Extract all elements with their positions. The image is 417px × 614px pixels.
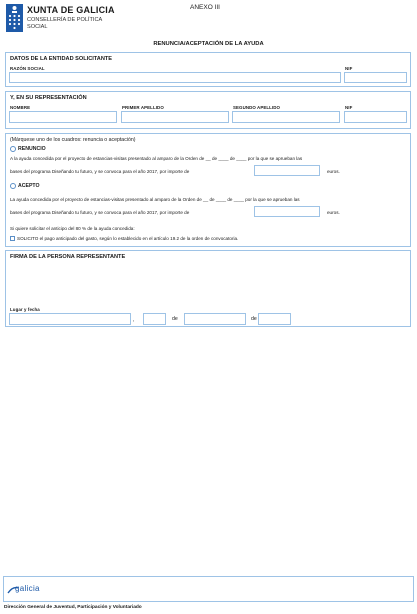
annex-label: ANEXO III [190, 4, 220, 11]
acepto-euros: euros. [327, 210, 340, 215]
representative-heading: Y, EN SU REPRESENTACIÓN [10, 95, 87, 101]
renuncio-text-line2: bases del programa Diseñando tu futuro, y se convoca para el año 2017, por importe de [10, 169, 190, 174]
renuncio-text-line1: A la ayuda concedida por el proyecto de estancias-visitas presentado al amparo de la Orden de __ de ____ de ____ por la que se aprueban las [10, 156, 303, 161]
renuncio-label: RENUNCIO [18, 146, 46, 152]
acepto-text-line1: La ayuda concedida por el proyecto de estancias-visitas presentado al amparo de la Orden de __ de ____ de ____ por la que se aprueban las [10, 197, 300, 202]
de-label-2: de [251, 316, 257, 322]
place-field[interactable] [9, 313, 131, 325]
place-date-label: Lugar y fecha [10, 307, 40, 312]
surname1-field[interactable] [121, 111, 229, 123]
page-title: RENUNCIA/ACEPTACIÓN DE LA AYUDA [153, 41, 264, 47]
galicia-logo [7, 582, 67, 598]
dept-line-2: SOCIAL [27, 24, 48, 30]
signature-section [5, 250, 411, 327]
directorate-label: Dirección General de Juventud, Participación y Voluntariado [4, 605, 142, 610]
advance-checkbox[interactable] [10, 236, 15, 241]
month-field[interactable] [184, 313, 246, 325]
year-field[interactable] [258, 313, 291, 325]
xunta-shield-icon [6, 4, 23, 32]
representative-nif-label: NIF [345, 105, 353, 110]
acepto-radio[interactable] [10, 183, 16, 189]
signature-heading: FIRMA DE LA PERSONA REPRESENTANTE [10, 254, 126, 260]
options-section [5, 133, 411, 247]
surname1-label: PRIMER APELLIDO [122, 105, 164, 110]
entity-heading: DATOS DE LA ENTIDAD SOLICITANTE [10, 56, 113, 62]
de-label-1: de [172, 316, 178, 322]
dept-line-1: CONSELLERÍA DE POLÍTICA [27, 17, 103, 23]
day-field[interactable] [143, 313, 166, 325]
acepto-label: ACEPTO [18, 183, 40, 189]
advance-intro: Si quiere solicitar el anticipo del 80 % de la ayuda concedida: [10, 226, 135, 231]
place-comma: , [133, 317, 135, 323]
advance-check-label: SOLICITO el pago anticipado del gasto, según lo establecido en el artículo 19.2 de la orden de convocatoria. [17, 236, 239, 241]
xunta-logo [6, 4, 23, 32]
entity-nif-field[interactable] [344, 72, 407, 83]
galicia-logo-text: galicia [15, 584, 40, 593]
renuncio-radio[interactable] [10, 146, 16, 152]
renuncio-euros: euros. [327, 169, 340, 174]
acepto-amount-field[interactable] [254, 206, 320, 217]
entity-nif-label: NIF [345, 66, 353, 71]
renuncio-amount-field[interactable] [254, 165, 320, 176]
footer-box [3, 576, 414, 602]
surname2-label: SEGUNDO APELLIDO [233, 105, 281, 110]
acepto-text-line2: bases del programa Diseñando tu futuro, y se convoca para el año 2017, por importe de [10, 210, 190, 215]
org-name: XUNTA DE GALICIA [27, 5, 115, 15]
representative-nif-field[interactable] [344, 111, 407, 123]
entity-section [5, 52, 411, 87]
entity-name-field[interactable] [9, 72, 341, 83]
options-instruction: (Márquese uno de los cuadros: renuncia o aceptación) [10, 137, 136, 143]
first-name-label: NOMBRE [10, 105, 31, 110]
surname2-field[interactable] [232, 111, 340, 123]
first-name-field[interactable] [9, 111, 117, 123]
representative-section [5, 91, 411, 129]
entity-name-label: RAZÓN SOCIAL [10, 66, 45, 71]
